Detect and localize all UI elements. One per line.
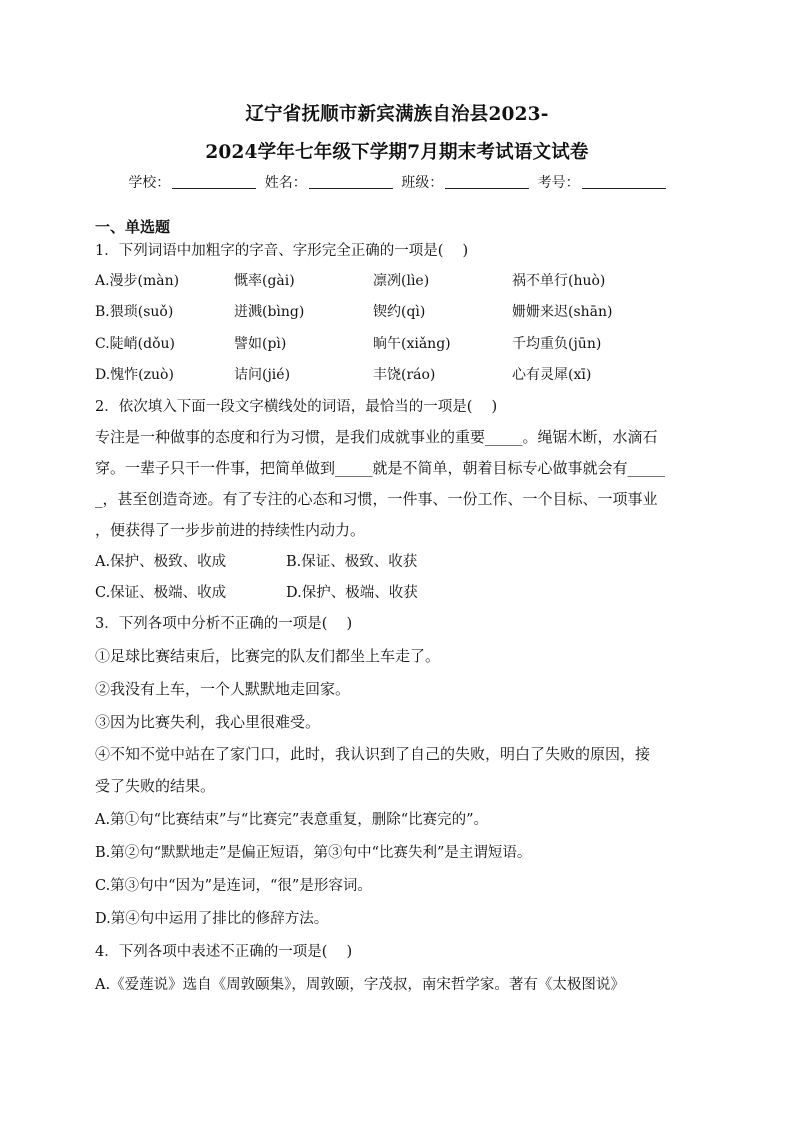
option-cell: B.猥琐(suǒ): [95, 304, 174, 320]
document-title-line-2: 2024学年七年级下学期7月期末考试语文试卷: [205, 142, 589, 163]
question-3-stem: 3．下列各项中分析不正确的一项是( ): [95, 616, 353, 632]
option-b: B.第②句“默默地走”是偏正短语，第③句中“比赛失利”是主谓短语。: [95, 845, 532, 861]
option-a: A.第①句“比赛结束”与“比赛完”表意重复，删除“比赛完的”。: [95, 812, 489, 828]
class-label: 班级：: [401, 175, 444, 191]
exam-no-blank: [582, 187, 666, 189]
option-cell: 丰饶(ráo): [373, 367, 436, 383]
option-cell: 锲约(qì): [373, 304, 426, 320]
school-field: [128, 172, 256, 192]
question-1-stem: 1．下列词语中加粗字的字音、字形完全正确的一项是( ): [95, 243, 469, 259]
passage-line: _，甚至创造奇迹。有了专注的心态和习惯，一件事、一份工作、一个目标、一项事业: [95, 490, 658, 508]
option-cell: 祸不单行(huò): [512, 273, 606, 289]
name-field: [265, 172, 393, 192]
sentence-line: ②我没有上车，一个人默默地走回家。: [95, 680, 351, 698]
option-cell: 凛冽(lìe): [373, 273, 430, 289]
exam-no-label: 考号：: [537, 175, 580, 191]
option-cell: 心有灵犀(xī): [512, 367, 592, 383]
document-title-line-1: 辽宁省抚顺市新宾满族自治县2023-: [245, 104, 549, 125]
sentence-line: 受了失败的结果。: [95, 777, 216, 795]
passage-line: 穿。一辈子只干一件事，把简单做到_____就是不简单，朝着目标专心做事就会有_____: [95, 459, 666, 477]
question-4-stem: 4．下列各项中表述不正确的一项是( ): [95, 944, 353, 960]
option-b: B.保证、极致、收获: [286, 554, 418, 570]
passage-line: ，便获得了一步步前进的持续性内动力。: [95, 521, 366, 539]
option-cell: 慨率(gài): [234, 273, 295, 289]
option-cell: D.愧怍(zuò): [95, 367, 174, 383]
sentence-line: ③因为比赛失利，我心里很难受。: [95, 713, 321, 731]
question-2-stem: 2．依次填入下面一段文字横线处的词语，最恰当的一项是( ): [95, 399, 498, 415]
option-cell: 迸溅(bìng): [234, 304, 305, 320]
class-field: [401, 172, 529, 192]
option-d: D.第④句中运用了排比的修辞方法。: [95, 911, 329, 927]
sentence-line: ①足球比赛结束后，比赛完的队友们都坐上车走了。: [95, 647, 441, 665]
option-cell: 姗姗来迟(shān): [512, 304, 613, 320]
option-a: A.《爱莲说》选自《周敦颐集》，周敦颐，字茂叔，南宋哲学家。著有《太极图说》: [95, 977, 625, 993]
section-heading: 一、单选题: [95, 218, 171, 236]
option-c: C.保证、极端、收成: [95, 585, 227, 601]
option-cell: 譬如(pì): [234, 336, 287, 352]
option-a: A.保护、极致、收成: [95, 554, 227, 570]
school-blank: [172, 187, 256, 189]
school-label: 学校：: [128, 175, 171, 191]
name-blank: [309, 187, 393, 189]
option-cell: 千均重负(jūn): [512, 336, 602, 352]
option-cell: C.陡峭(dǒu): [95, 336, 175, 352]
option-c: C.第③句中“因为”是连词，“很”是形容词。: [95, 878, 372, 894]
exam-no-field: [538, 172, 666, 192]
option-d: D.保护、极端、收获: [286, 585, 418, 601]
option-cell: A.漫步(màn): [95, 273, 180, 289]
option-cell: 诘问(jié): [234, 367, 291, 383]
name-label: 姓名：: [264, 175, 307, 191]
class-blank: [445, 187, 529, 189]
passage-line: 专注是一种做事的态度和行为习惯，是我们成就事业的重要_____。绳锯木断，水滴石: [95, 428, 658, 446]
option-cell: 晌午(xiǎng): [373, 336, 451, 352]
sentence-line: ④不知不觉中站在了家门口，此时，我认识到了自己的失败，明白了失败的原因，接: [95, 745, 651, 763]
student-info-bar: [0, 172, 794, 192]
